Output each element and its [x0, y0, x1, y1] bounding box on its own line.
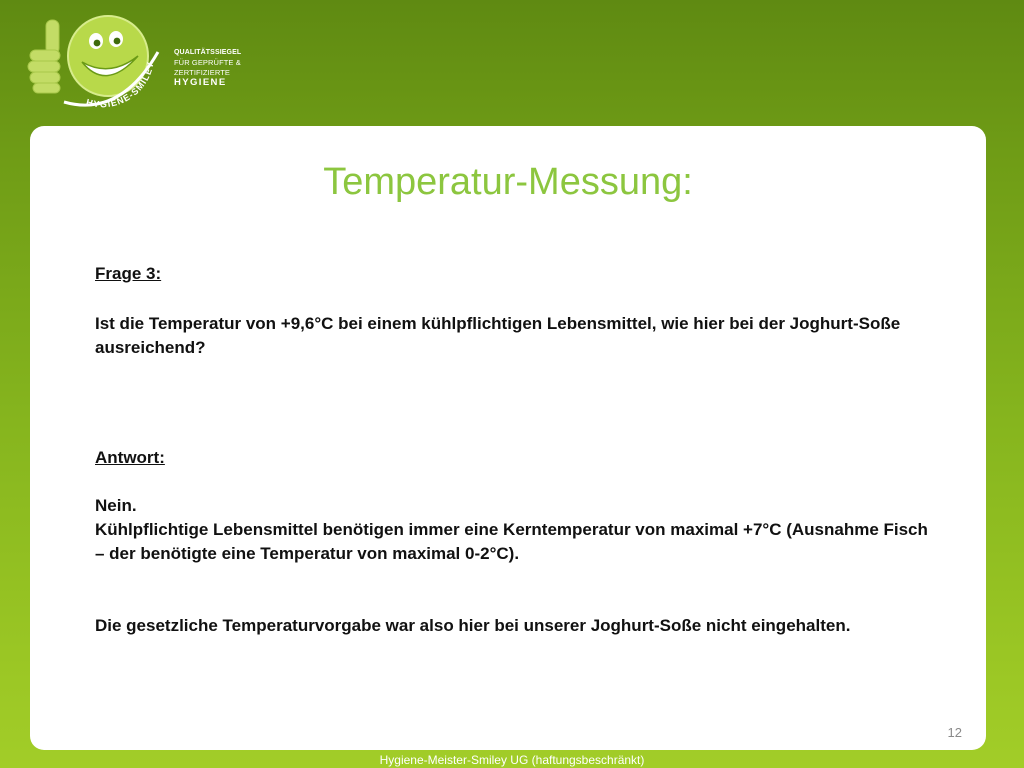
- spacer: [95, 286, 935, 312]
- footer-company: Hygiene-Meister-Smiley UG (haftungsbeschränkt): [379, 753, 645, 767]
- spacer: [95, 566, 935, 614]
- page-number: 12: [947, 725, 962, 740]
- svg-text:HYGIENE-SMILEY: HYGIENE-SMILEY: [85, 60, 156, 110]
- thumbs-up-smiley-icon: [22, 8, 172, 120]
- spacer: [95, 470, 935, 494]
- spacer: [95, 360, 935, 446]
- logo-line-1: QUALITÄTSSIEGEL: [174, 49, 242, 56]
- answer-conclusion: Die gesetzliche Temperaturvorgabe war also hier bei unserer Joghurt-Soße nicht eingehalten.: [95, 616, 851, 635]
- answer-short: Nein.: [95, 496, 137, 515]
- thumb-icon: [28, 20, 60, 93]
- slide-title: Temperatur-Messung:: [323, 161, 693, 203]
- answer-explanation: Kühlpflichtige Lebensmittel benötigen immer eine Kerntemperatur von maximal +7°C (Ausnahme Fisch – der benötigte eine Temperatur von maximal 0-2°C).: [95, 520, 928, 563]
- logo-line-3: ZERTIFIZIERTE: [174, 68, 231, 77]
- hygiene-smiley-logo: [22, 8, 252, 120]
- answer-heading: Antwort:: [95, 448, 165, 467]
- slide-body: [95, 262, 935, 638]
- logo-line-2: FÜR GEPRÜFTE &: [174, 58, 241, 67]
- question-text: Ist die Temperatur von +9,6°C bei einem kühlpflichtigen Lebensmittel, wie hier bei der Joghurt-Soße ausreichend?: [95, 314, 901, 357]
- question-heading: Frage 3:: [95, 264, 162, 283]
- logo-tagline: [174, 48, 241, 88]
- logo-line-4: HYGIENE: [174, 77, 227, 88]
